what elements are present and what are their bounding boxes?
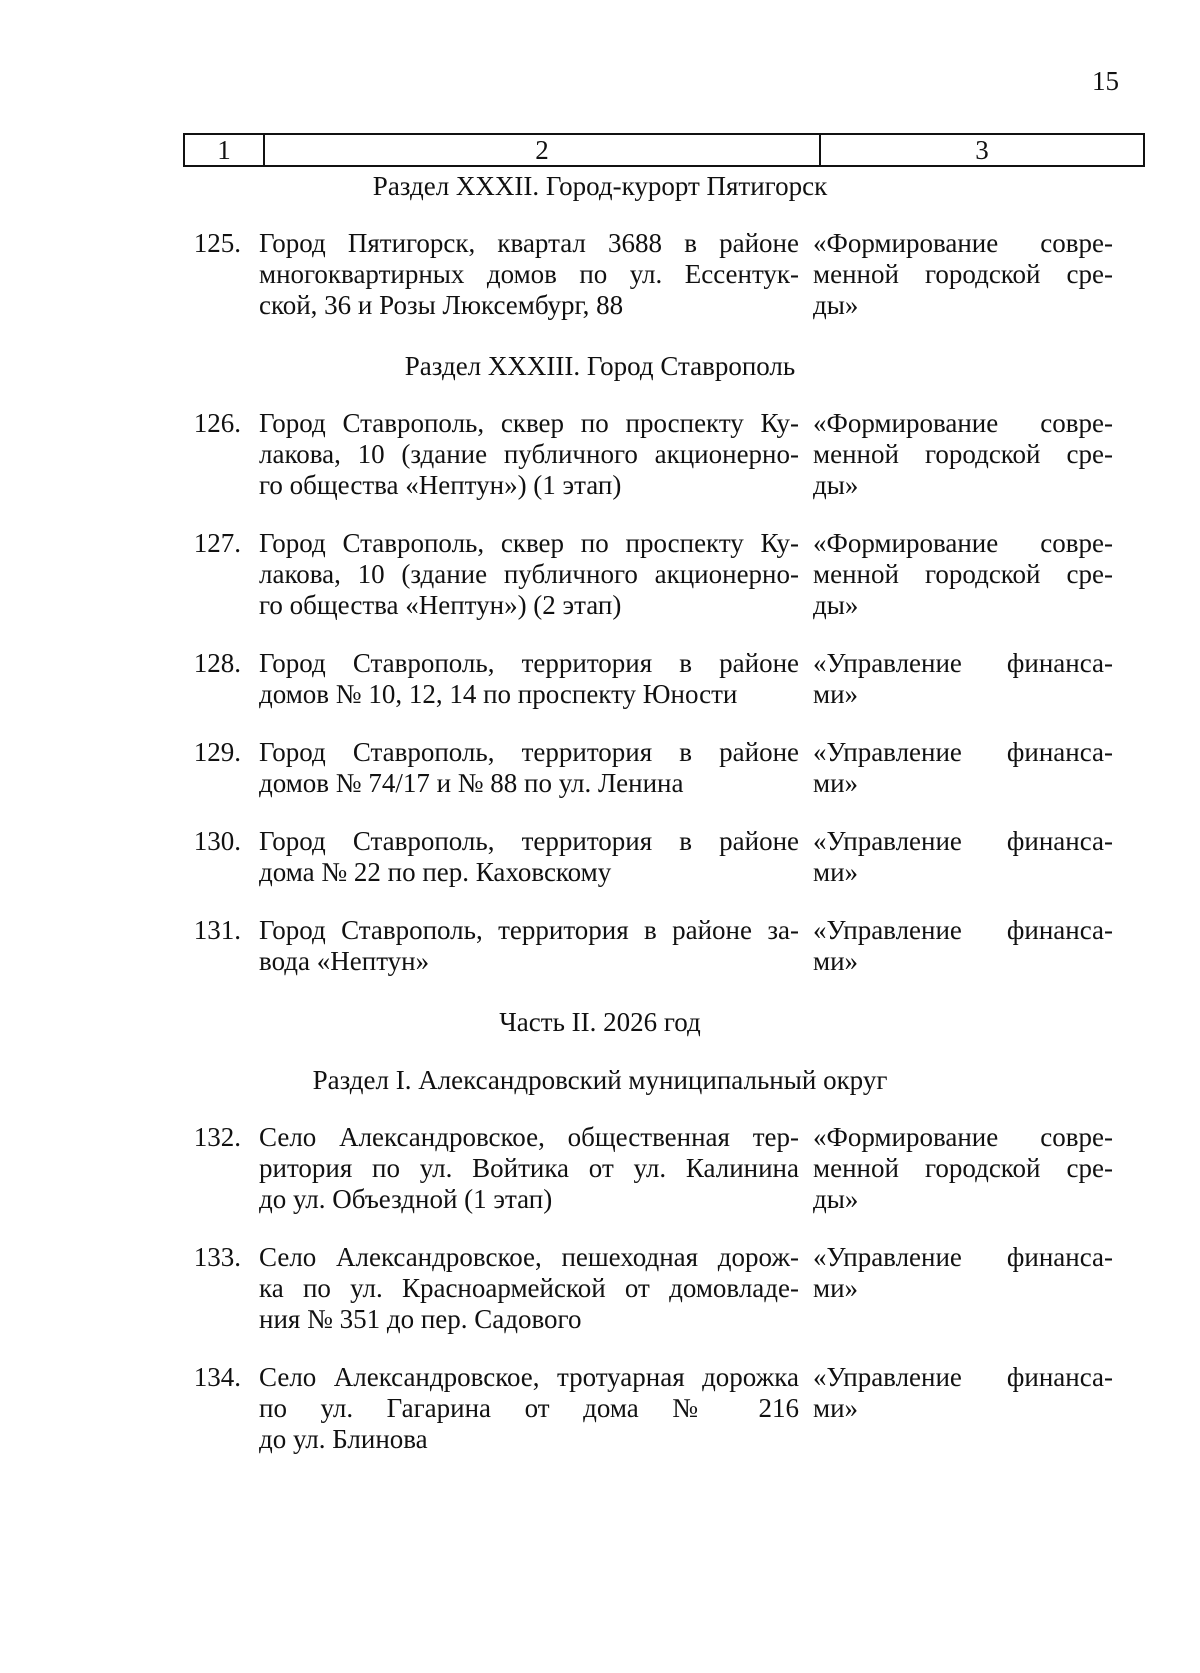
description-line: Город Ставрополь, сквер по проспекту Ку- xyxy=(259,408,799,438)
entry-number: 133. xyxy=(193,1242,241,1272)
description-line: вода «Нептун» xyxy=(259,946,430,976)
description-line: до ул. Блинова xyxy=(259,1424,428,1454)
entry-number: 130. xyxy=(193,826,241,856)
entry-number: 125. xyxy=(193,228,241,258)
page-number: 15 xyxy=(1092,66,1119,96)
entry-program xyxy=(813,528,1113,621)
entry-program xyxy=(813,228,1113,321)
program-line: ды» xyxy=(813,470,859,500)
entry-number: 134. xyxy=(193,1362,241,1392)
part-heading: Часть II. 2026 год xyxy=(499,1007,701,1037)
column-header-3: 3 xyxy=(975,134,989,165)
entry-description xyxy=(259,1122,799,1215)
entry-program xyxy=(813,648,1113,710)
description-line: ния № 351 до пер. Садового xyxy=(259,1304,582,1334)
description-line: Город Ставрополь, территория в районе xyxy=(259,826,799,856)
program-line: «Управление финанса- xyxy=(813,1362,1113,1392)
program-line: ми» xyxy=(813,768,859,798)
list-item xyxy=(0,1242,1200,1335)
program-line: «Управление финанса- xyxy=(813,737,1113,767)
program-line: ды» xyxy=(813,590,859,620)
section-heading: Раздел XXXII. Город-курорт Пятигорск xyxy=(372,171,828,201)
entry-program xyxy=(813,1242,1113,1335)
entry-program xyxy=(813,826,1113,888)
entry-description xyxy=(259,1362,799,1455)
description-line: дома № 22 по пер. Каховскому xyxy=(259,857,612,887)
description-line: по ул. Гагарина от дома № 216 xyxy=(259,1393,799,1423)
description-line: Село Александровское, пешеходная дорож- xyxy=(259,1242,799,1272)
program-line: «Формирование совре- xyxy=(813,228,1113,258)
description-line: го общества «Нептун») (1 этап) xyxy=(259,470,622,500)
section-heading: Раздел XXXIII. Город Ставрополь xyxy=(404,351,796,381)
description-line: Город Пятигорск, квартал 3688 в районе xyxy=(259,228,799,258)
list-item xyxy=(0,408,1200,501)
entry-number: 132. xyxy=(193,1122,241,1152)
entry-description xyxy=(259,528,799,621)
entry-description xyxy=(259,737,799,799)
section-heading: Раздел I. Александровский муниципальный округ xyxy=(312,1065,888,1095)
program-line: ми» xyxy=(813,946,859,976)
list-item xyxy=(0,528,1200,621)
program-line: ды» xyxy=(813,290,859,320)
entry-description xyxy=(259,826,799,888)
description-line: ритория по ул. Войтика от ул. Калинина xyxy=(259,1153,799,1183)
entry-number: 131. xyxy=(193,915,241,945)
entry-program xyxy=(813,408,1113,501)
entry-description xyxy=(259,228,799,321)
description-line: Село Александровское, тротуарная дорожка xyxy=(259,1362,799,1392)
program-line: ми» xyxy=(813,857,859,887)
program-line: менной городской сре- xyxy=(813,1153,1113,1183)
description-line: Город Ставрополь, территория в районе за- xyxy=(259,915,799,945)
program-line: «Управление финанса- xyxy=(813,648,1113,678)
list-item xyxy=(0,1362,1200,1455)
program-line: «Формирование совре- xyxy=(813,1122,1113,1152)
description-line: домов № 10, 12, 14 по проспекту Юности xyxy=(259,679,738,709)
program-line: менной городской сре- xyxy=(813,439,1113,469)
column-header-2: 2 xyxy=(265,135,821,165)
description-line: го общества «Нептун») (2 этап) xyxy=(259,590,622,620)
column-header-row xyxy=(183,133,1145,167)
program-line: ми» xyxy=(813,1273,859,1303)
description-line: Село Александровское, общественная тер- xyxy=(259,1122,799,1152)
entry-description xyxy=(259,915,799,977)
program-line: ми» xyxy=(813,1393,859,1423)
entry-number: 127. xyxy=(193,528,241,558)
description-line: Город Ставрополь, территория в районе xyxy=(259,737,799,767)
description-line: лакова, 10 (здание публичного акционерно- xyxy=(259,559,799,589)
entry-program xyxy=(813,737,1113,799)
program-line: «Формирование совре- xyxy=(813,528,1113,558)
list-item xyxy=(0,648,1200,710)
program-line: «Управление финанса- xyxy=(813,1242,1113,1272)
description-line: домов № 74/17 и № 88 по ул. Ленина xyxy=(259,768,684,798)
list-item xyxy=(0,826,1200,888)
description-line: до ул. Объездной (1 этап) xyxy=(259,1184,553,1214)
document-body xyxy=(0,168,1200,1482)
description-line: Город Ставрополь, территория в районе xyxy=(259,648,799,678)
program-line: «Управление финанса- xyxy=(813,826,1113,856)
list-item xyxy=(0,737,1200,799)
list-item xyxy=(0,1122,1200,1215)
entry-number: 128. xyxy=(193,648,241,678)
description-line: лакова, 10 (здание публичного акционерно- xyxy=(259,439,799,469)
program-line: менной городской сре- xyxy=(813,259,1113,289)
program-line: ми» xyxy=(813,679,859,709)
entry-number: 126. xyxy=(193,408,241,438)
program-line: «Управление финанса- xyxy=(813,915,1113,945)
program-line: менной городской сре- xyxy=(813,559,1113,589)
entry-program xyxy=(813,1122,1113,1215)
list-item xyxy=(0,915,1200,977)
column-header-1: 1 xyxy=(185,135,265,165)
description-line: многоквартирных домов по ул. Ессентук- xyxy=(259,259,799,289)
description-line: ка по ул. Красноармейской от домовладе- xyxy=(259,1273,799,1303)
entry-number: 129. xyxy=(193,737,241,767)
entry-program xyxy=(813,915,1113,977)
program-line: «Формирование совре- xyxy=(813,408,1113,438)
entry-program xyxy=(813,1362,1113,1455)
description-line: ской, 36 и Розы Люксембург, 88 xyxy=(259,290,624,320)
program-line: ды» xyxy=(813,1184,859,1214)
entry-description xyxy=(259,408,799,501)
description-line: Город Ставрополь, сквер по проспекту Ку- xyxy=(259,528,799,558)
entry-description xyxy=(259,1242,799,1335)
entry-description xyxy=(259,648,799,710)
list-item xyxy=(0,228,1200,321)
